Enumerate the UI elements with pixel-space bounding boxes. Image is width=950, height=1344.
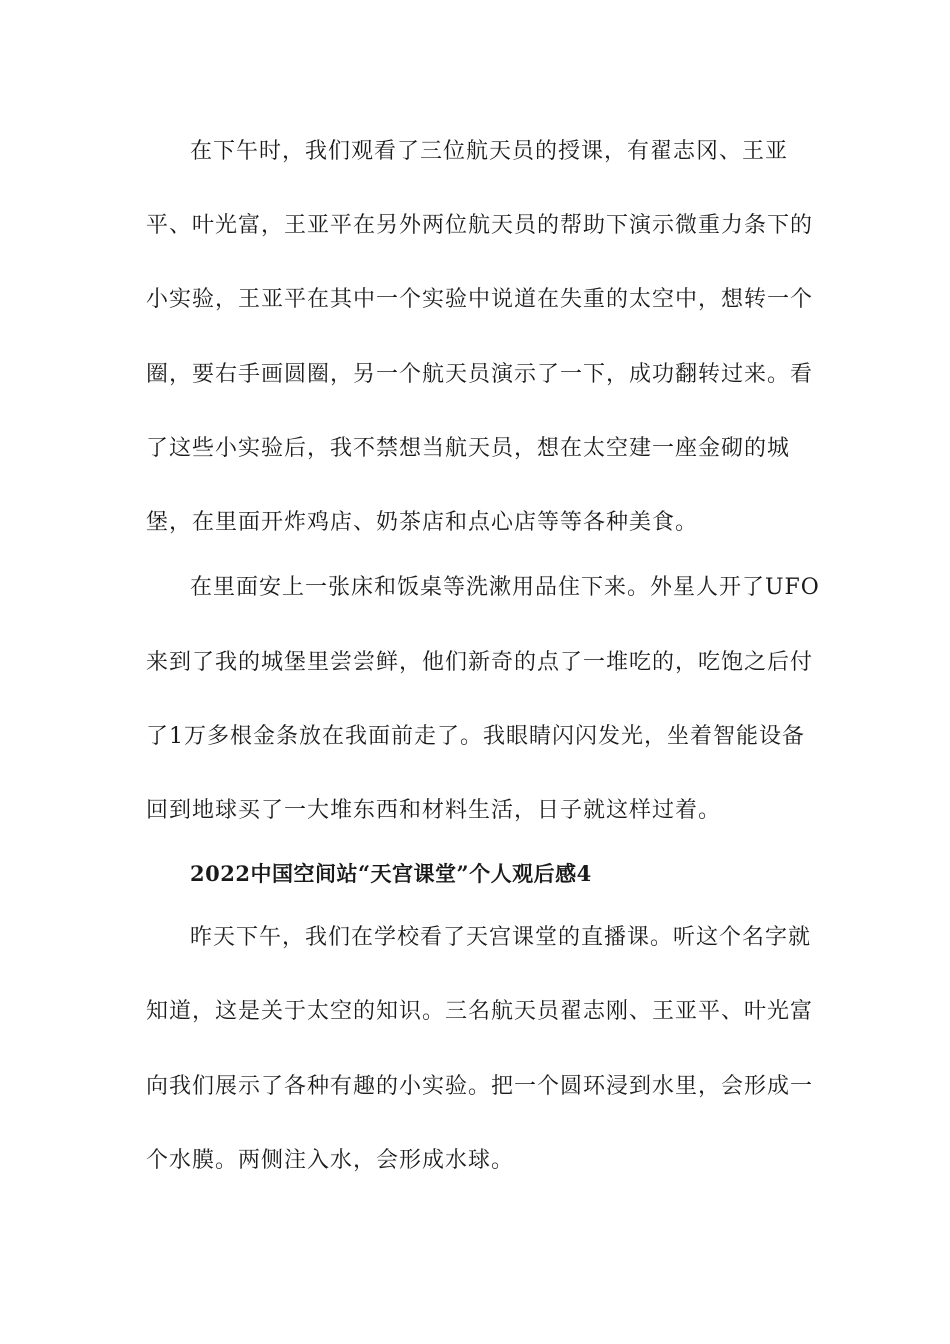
paragraph-1-line-6: 堡，在里面开炸鸡店、奶茶店和点心店等等各种美食。 [146, 510, 699, 535]
paragraph-1-line-2: 平、叶光富，王亚平在另外两位航天员的帮助下演示微重力条下的 [146, 213, 814, 238]
paragraph-3-line-1: 昨天下午，我们在学校看了天宫课堂的直播课。听这个名字就 [190, 925, 812, 950]
paragraph-2-line-2: 来到了我的城堡里尝尝鲜，他们新奇的点了一堆吃的，吃饱之后付 [146, 650, 814, 675]
paragraph-1-line-4: 圈，要右手画圆圈，另一个航天员演示了一下，成功翻转过来。看 [146, 362, 814, 387]
paragraph-1-line-3: 小实验，王亚平在其中一个实验中说道在失重的太空中，想转一个 [146, 287, 814, 312]
paragraph-2-line-1: 在里面安上一张床和饭桌等洗漱用品住下来。外星人开了UFO [190, 575, 820, 600]
paragraph-1-line-5: 了这些小实验后，我不禁想当航天员，想在太空建一座金砌的城 [146, 436, 791, 461]
paragraph-3-line-3: 向我们展示了各种有趣的小实验。把一个圆环浸到水里，会形成一 [146, 1074, 814, 1099]
paragraph-2-line-3: 了1万多根金条放在我面前走了。我眼睛闪闪发光，坐着智能设备 [146, 724, 805, 749]
paragraph-2-line-4: 回到地球买了一大堆东西和材料生活，日子就这样过着。 [146, 798, 722, 823]
paragraph-3-line-4: 个水膜。两侧注入水，会形成水球。 [146, 1148, 515, 1173]
paragraph-1-line-1: 在下午时，我们观看了三位航天员的授课，有翟志冈、王亚 [190, 139, 789, 164]
paragraph-3-line-2: 知道，这是关于太空的知识。三名航天员翟志刚、王亚平、叶光富 [146, 999, 814, 1024]
section-heading: 2022中国空间站“天宫课堂”个人观后感4 [190, 861, 592, 886]
